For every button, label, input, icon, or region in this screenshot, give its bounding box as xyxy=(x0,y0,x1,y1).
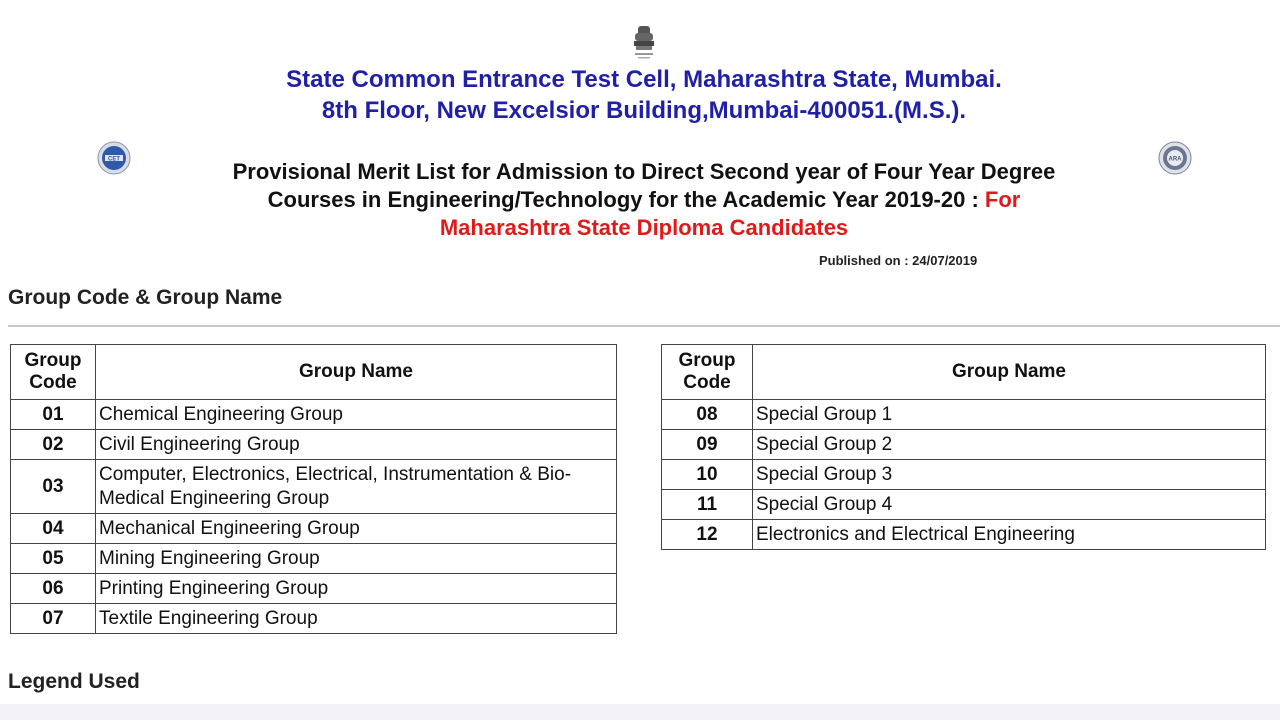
group-name-cell: Special Group 3 xyxy=(753,460,1266,490)
group-code-cell: 07 xyxy=(11,604,96,634)
table-row xyxy=(11,430,617,460)
group-code-cell: 10 xyxy=(662,460,753,490)
table-row xyxy=(11,574,617,604)
group-name-cell: Special Group 2 xyxy=(753,430,1266,460)
group-code-cell: 09 xyxy=(662,430,753,460)
ara-logo-icon xyxy=(1158,141,1192,175)
group-code-cell: 06 xyxy=(11,574,96,604)
group-name-cell: Electronics and Electrical Engineering xyxy=(753,520,1266,550)
legend-section-heading: Legend Used xyxy=(8,670,140,693)
column-header-name: Group Name xyxy=(753,345,1266,400)
group-section-heading: Group Code & Group Name xyxy=(8,286,283,309)
group-code-cell: 01 xyxy=(11,400,96,430)
table-row xyxy=(662,520,1266,550)
table-row xyxy=(11,604,617,634)
table-row xyxy=(11,460,617,514)
page-title-main: Provisional Merit List for Admission to Direct Second year of Four Year Degree Courses in Engineering/Technology for the Academic Year 2019-20 : xyxy=(232,159,1056,212)
group-name-cell: Mining Engineering Group xyxy=(96,544,617,574)
table-row xyxy=(11,400,617,430)
org-name: State Common Entrance Test Cell, Maharashtra State, Mumbai. xyxy=(286,66,1002,93)
page-title xyxy=(200,158,1088,242)
table-row xyxy=(662,460,1266,490)
group-code-cell: 11 xyxy=(662,490,753,520)
table-row xyxy=(662,400,1266,430)
group-code-cell: 05 xyxy=(11,544,96,574)
group-code-cell: 12 xyxy=(662,520,753,550)
group-table-left xyxy=(10,344,617,634)
group-name-cell: Mechanical Engineering Group xyxy=(96,514,617,544)
group-name-cell: Computer, Electronics, Electrical, Instrumentation & Bio-Medical Engineering Group xyxy=(96,460,617,514)
table-row xyxy=(11,514,617,544)
group-name-cell: Printing Engineering Group xyxy=(96,574,617,604)
published-date: Published on : 24/07/2019 xyxy=(819,253,978,268)
group-code-cell: 03 xyxy=(11,460,96,514)
group-name-cell: Chemical Engineering Group xyxy=(96,400,617,430)
group-name-cell: Special Group 1 xyxy=(753,400,1266,430)
column-header-code: Group Code xyxy=(662,345,753,400)
group-code-cell: 02 xyxy=(11,430,96,460)
cet-logo-icon xyxy=(97,141,131,175)
national-emblem-icon xyxy=(629,24,659,62)
group-name-cell: Textile Engineering Group xyxy=(96,604,617,634)
page-bottom-band xyxy=(0,704,1280,720)
section-divider xyxy=(8,325,1280,327)
group-table-right xyxy=(661,344,1266,550)
page-title-highlight: For Maharashtra State Diploma Candidates xyxy=(439,187,1021,240)
group-name-cell: Special Group 4 xyxy=(753,490,1266,520)
table-row xyxy=(11,544,617,574)
table-row xyxy=(662,430,1266,460)
svg-text:ARA: ARA xyxy=(1168,156,1182,163)
column-header-code: Group Code xyxy=(11,345,96,400)
svg-text:CET: CET xyxy=(108,156,120,163)
group-code-cell: 08 xyxy=(662,400,753,430)
table-row xyxy=(662,490,1266,520)
column-header-name: Group Name xyxy=(96,345,617,400)
group-name-cell: Civil Engineering Group xyxy=(96,430,617,460)
group-code-cell: 04 xyxy=(11,514,96,544)
org-address: 8th Floor, New Excelsior Building,Mumbai-400051.(M.S.). xyxy=(321,97,967,124)
